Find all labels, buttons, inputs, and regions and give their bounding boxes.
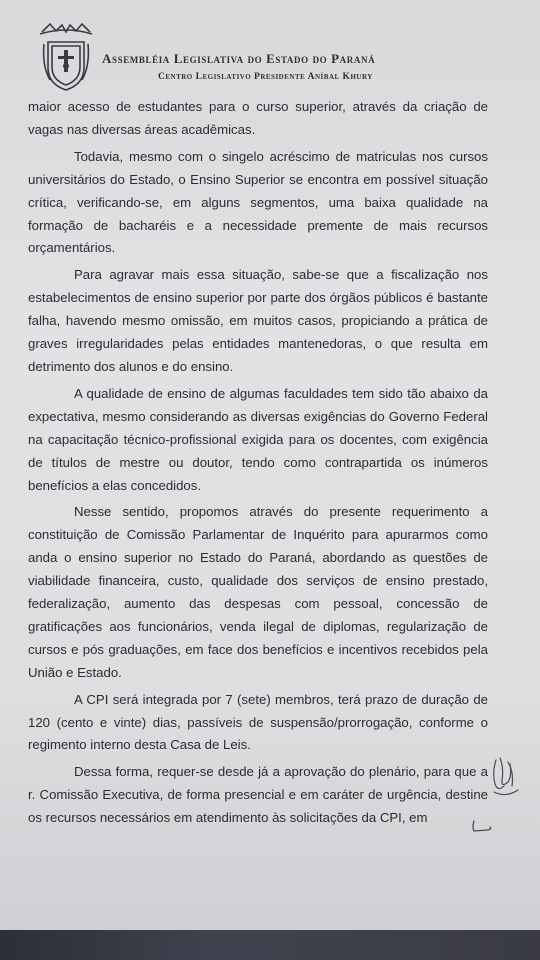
- state-coat-of-arms-icon: [36, 22, 96, 94]
- handwritten-signature-icon: [486, 752, 526, 802]
- paragraph: Todavia, mesmo com o singelo acréscimo de matriculas nos cursos universitários do Estado, o Ensino Superior se encontra em possível situação crítica, verificando-se, em alguns segmentos, uma baixa qualidade na formação de bacharéis e a necessidade premente de mais recursos orçamentários.: [28, 148, 488, 256]
- paragraph: Dessa forma, requer-se desde já a aprovação do plenário, para que a r. Comissão Executiva, de forma presencial e em caráter de urgência, destine os recursos necessários em atendimento às solicitações da CPI, em: [28, 764, 488, 826]
- document-body: [28, 96, 488, 830]
- paragraph: A qualidade de ensino de algumas faculdades tem sido tão abaixo da expectativa, mesmo considerando as diversas exigências do Governo Federal na capacitação técnico-profissional exigida para os docentes, com exigência de títulos de mestre ou doutor, tendo como contrapartida os inúmeros benefícios a elas concedidos.: [28, 385, 488, 493]
- paragraph: maior acesso de estudantes para o curso superior, através da criação de vagas nas diversas áreas acadêmicas.: [28, 99, 488, 137]
- letterhead-subtitle: Centro Legislativo Presidente Aníbal Khury: [158, 72, 373, 82]
- paragraph: A CPI será integrada por 7 (sete) membros, terá prazo de duração de 120 (cento e vinte) dias, passíveis de suspensão/prorrogação, conforme o regimento interno desta Casa de Leis.: [28, 691, 488, 753]
- handwritten-initial-icon: [468, 818, 496, 834]
- background-surface: [0, 930, 540, 960]
- letterhead: [30, 20, 530, 95]
- paragraph: Nesse sentido, propomos através do presente requerimento a constituição de Comissão Parlamentar de Inquérito para apurarmos como anda o ensino superior no Estado do Paraná, abordando as questões de viabilidade financeira, custo, qualidade dos serviços de ensino prestado, federalização, aumento das despesas com pessoal, concessão de gratificações aos funcionários, venda ilegal de diplomas, regularização de cursos e pós graduações, em face dos benefícios e incentivos recebidos pela União e Estado.: [28, 504, 488, 680]
- paragraph: Para agravar mais essa situação, sabe-se que a fiscalização nos estabelecimentos de ensino superior por parte dos órgãos públicos é bastante falha, havendo mesmo omissão, em muitos casos, propiciando a prática de graves irregularidades pelas entidades mantenedoras, o que resulta em detrimento dos alunos e do ensino.: [28, 267, 488, 374]
- letterhead-title: Assembléia Legislativa do Estado do Paraná: [102, 51, 376, 66]
